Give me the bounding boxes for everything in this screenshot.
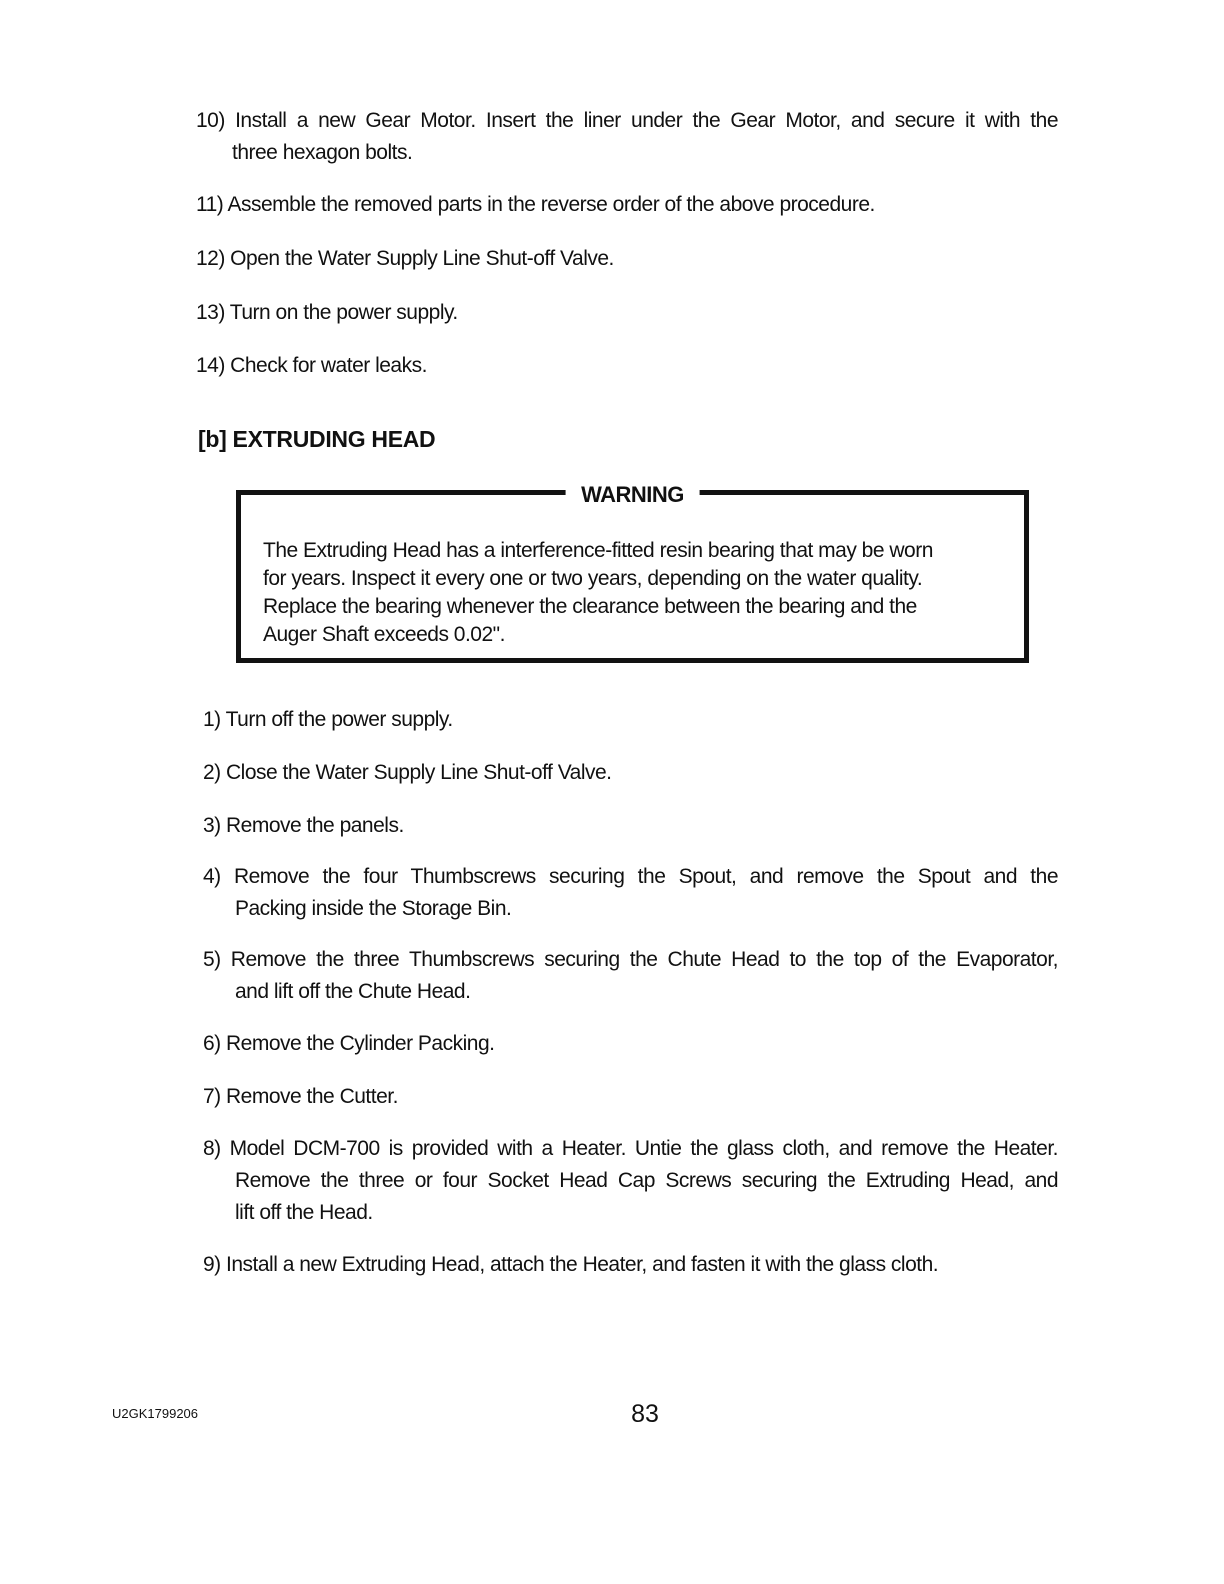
step-item-10 bbox=[196, 105, 1058, 169]
warning-line: Auger Shaft exceeds 0.02". bbox=[263, 623, 505, 646]
step-line: 11) Assemble the removed parts in the reverse order of the above procedure. bbox=[196, 193, 875, 216]
step-line: 12) Open the Water Supply Line Shut-off Valve. bbox=[196, 247, 614, 270]
warning-line: Replace the bearing whenever the clearance between the bearing and the bbox=[263, 595, 917, 618]
step-item-2 bbox=[203, 757, 1058, 789]
step-line: three hexagon bolts. bbox=[232, 141, 413, 164]
step-line: 10) Install a new Gear Motor. Insert the liner under the Gear Motor, and secure it with the bbox=[196, 109, 1058, 132]
step-line: 5) Remove the three Thumbscrews securing the Chute Head to the top of the Evaporator, bbox=[203, 948, 1058, 971]
step-item-12 bbox=[196, 243, 1058, 275]
warning-title: WARNING bbox=[565, 479, 700, 511]
step-item-9 bbox=[203, 1249, 1058, 1281]
step-item-13 bbox=[196, 297, 1058, 329]
warning-box bbox=[236, 482, 1029, 663]
warning-body bbox=[263, 537, 1011, 649]
page-number: 83 bbox=[631, 1400, 659, 1428]
step-line: 6) Remove the Cylinder Packing. bbox=[203, 1032, 495, 1055]
step-line: Packing inside the Storage Bin. bbox=[235, 897, 512, 920]
step-line: lift off the Head. bbox=[235, 1201, 373, 1224]
step-line: 13) Turn on the power supply. bbox=[196, 301, 458, 324]
step-line: 1) Turn off the power supply. bbox=[203, 708, 453, 731]
section-heading: [b] EXTRUDING HEAD bbox=[198, 426, 436, 452]
step-line: 14) Check for water leaks. bbox=[196, 354, 427, 377]
step-line: 3) Remove the panels. bbox=[203, 814, 404, 837]
step-item-5 bbox=[203, 944, 1058, 1008]
step-line: 2) Close the Water Supply Line Shut-off Valve. bbox=[203, 761, 612, 784]
step-line: 9) Install a new Extruding Head, attach the Heater, and fasten it with the glass cloth. bbox=[203, 1253, 939, 1276]
step-item-14 bbox=[196, 350, 1058, 382]
step-item-8 bbox=[203, 1133, 1058, 1229]
step-line: 7) Remove the Cutter. bbox=[203, 1085, 398, 1108]
step-item-11 bbox=[196, 189, 1058, 221]
warning-line: The Extruding Head has a interference-fitted resin bearing that may be worn bbox=[263, 539, 933, 562]
step-item-1 bbox=[203, 704, 1058, 736]
step-item-7 bbox=[203, 1081, 1058, 1113]
step-item-6 bbox=[203, 1028, 1058, 1060]
step-line: 8) Model DCM-700 is provided with a Heater. Untie the glass cloth, and remove the Heater. bbox=[203, 1137, 1058, 1160]
step-line: and lift off the Chute Head. bbox=[235, 980, 471, 1003]
step-line: 4) Remove the four Thumbscrews securing the Spout, and remove the Spout and the bbox=[203, 865, 1058, 888]
step-item-4 bbox=[203, 861, 1058, 925]
warning-line: for years. Inspect it every one or two years, depending on the water quality. bbox=[263, 567, 923, 590]
doc-code: U2GK1799206 bbox=[112, 1406, 199, 1421]
step-item-3 bbox=[203, 810, 1058, 842]
step-line: Remove the three or four Socket Head Cap Screws securing the Extruding Head, and bbox=[235, 1169, 1058, 1192]
